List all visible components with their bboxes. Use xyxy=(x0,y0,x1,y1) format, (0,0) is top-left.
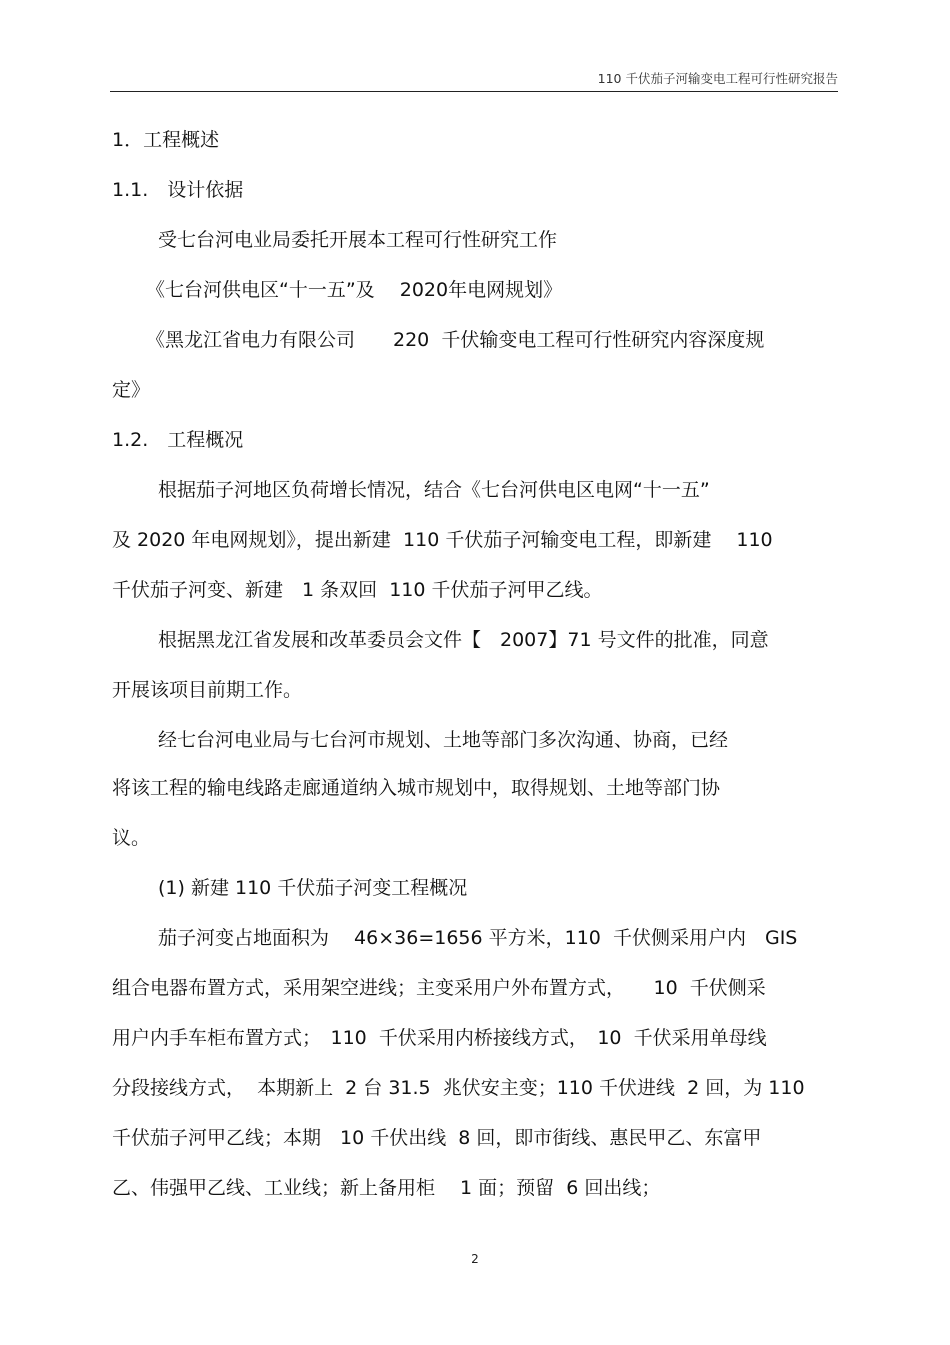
header-title: 110 千伏茄子河输变电工程可行性研究报告 xyxy=(597,71,838,86)
substation-para-line6: 乙、伟强甲乙线、工业线；新上备用柜 1 面；预留 6 回出线； xyxy=(112,1177,661,1199)
substation-para-line2: 组合电器布置方式，采用架空进线；主变采用户外布置方式， 10 千伏侧采 xyxy=(112,977,766,999)
substation-para-line4: 分段接线方式， 本期新上 2 台 31.5 兆伏安主变；110 千伏进线 2 回，为 110 xyxy=(112,1077,805,1099)
overview-para3-line3: 议。 xyxy=(112,827,151,849)
subsection-1-heading: (1) 新建 110 千伏茄子河变工程概况 xyxy=(158,877,468,899)
section-1-2-heading: 1.2. 工程概况 xyxy=(112,429,244,451)
overview-para1-line1: 根据茄子河地区负荷增长情况，结合《七台河供电区电网“十一五” xyxy=(158,479,710,501)
page-header xyxy=(110,66,838,92)
overview-para2-line2: 开展该项目前期工作。 xyxy=(112,679,303,701)
substation-para-line5: 千伏茄子河甲乙线；本期 10 千伏出线 8 回，即市街线、惠民甲乙、东富甲 xyxy=(112,1127,762,1149)
section-1-heading: 1．工程概述 xyxy=(112,129,220,151)
basis-line-3: 《黑龙江省电力有限公司 220 千伏输变电工程可行性研究内容深度规 xyxy=(146,329,765,351)
overview-para1-line2: 及 2020 年电网规划》，提出新建 110 千伏茄子河输变电工程，即新建 110 xyxy=(112,529,773,551)
overview-para2-line1: 根据黑龙江省发展和改革委员会文件【 2007】71 号文件的批准，同意 xyxy=(158,629,769,651)
overview-para1-line3: 千伏茄子河变、新建 1 条双回 110 千伏茄子河甲乙线。 xyxy=(112,579,603,601)
overview-para3-line1: 经七台河电业局与七台河市规划、土地等部门多次沟通、协商，已经 xyxy=(158,729,729,751)
page-number: 2 xyxy=(471,1252,479,1266)
section-1-1-heading: 1.1. 设计依据 xyxy=(112,179,244,201)
substation-para-line3: 用户内手车柜布置方式； 110 千伏采用内桥接线方式， 10 千伏采用单母线 xyxy=(112,1027,767,1049)
basis-line-2: 《七台河供电区“十一五”及 2020年电网规划》 xyxy=(146,279,563,301)
basis-line-4: 定》 xyxy=(112,379,151,401)
substation-para-line1: 茄子河变占地面积为 46×36=1656 平方米，110 千伏侧采用户内 GIS xyxy=(158,927,798,949)
overview-para3-line2: 将该工程的输电线路走廊通道纳入城市规划中，取得规划、土地等部门协 xyxy=(112,777,721,799)
basis-line-1: 受七台河电业局委托开展本工程可行性研究工作 xyxy=(158,229,558,251)
